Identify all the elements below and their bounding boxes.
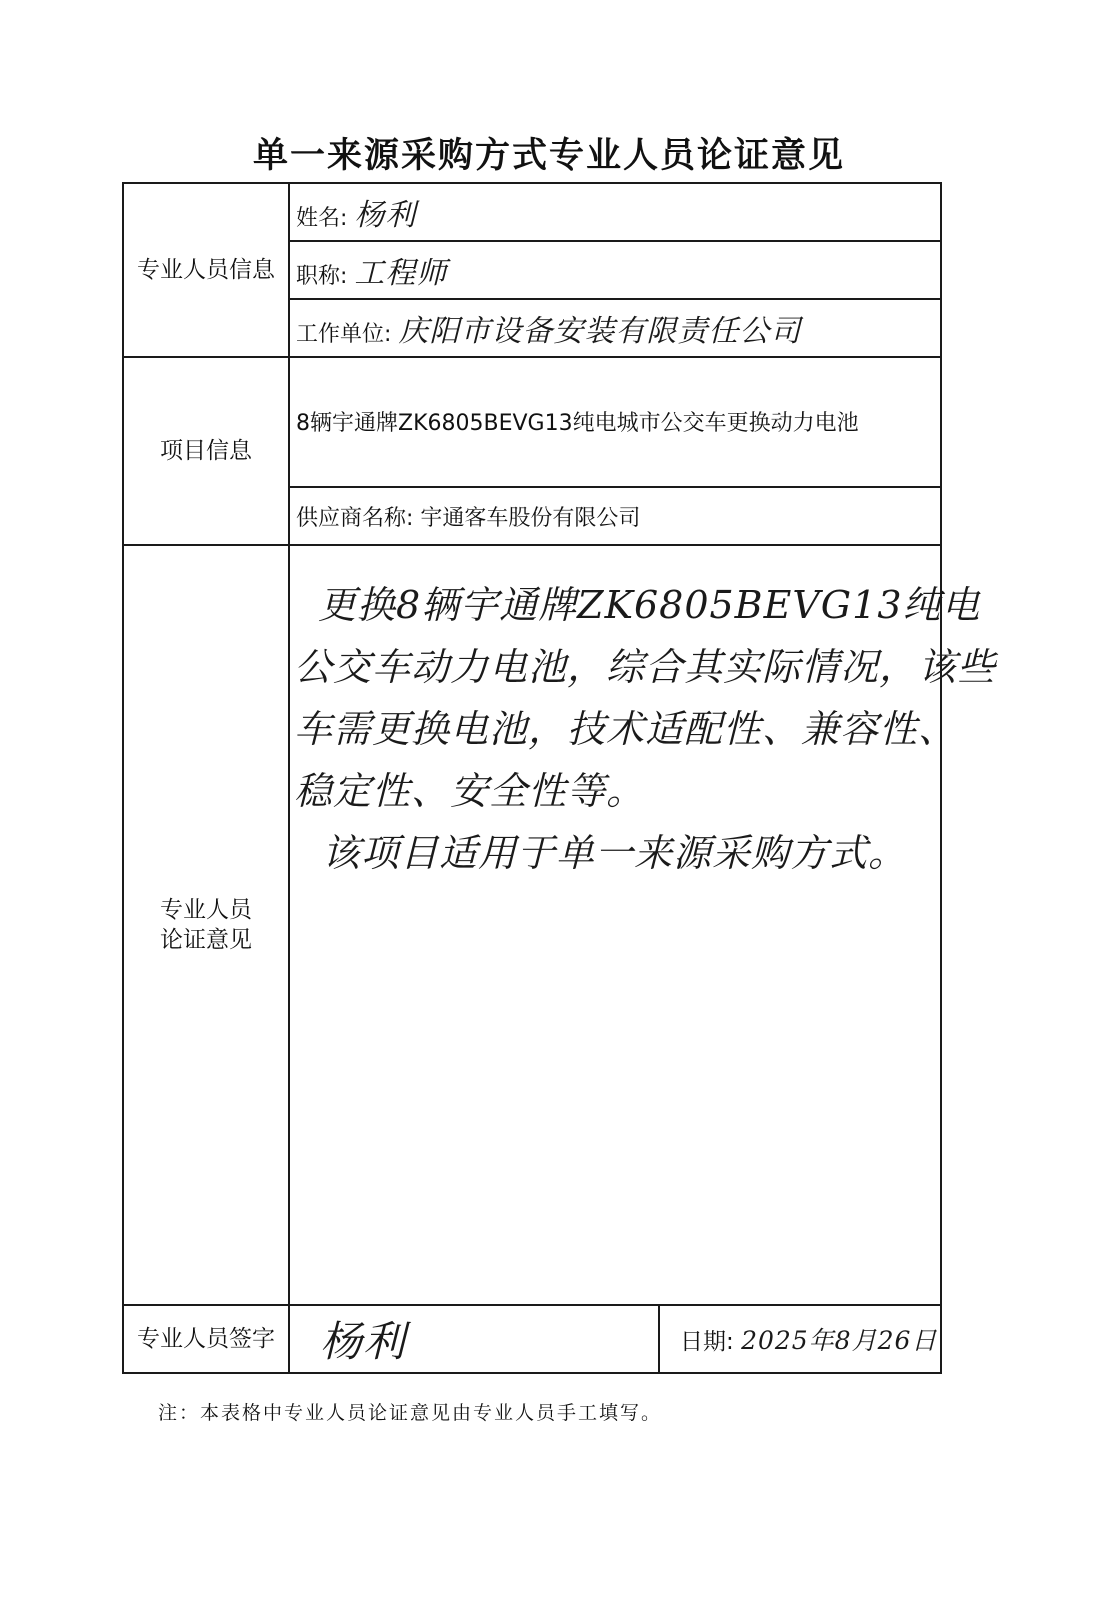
- signature-field: [289, 1305, 659, 1373]
- document-title: 单一来源采购方式专业人员论证意见: [252, 135, 845, 176]
- opinion-line: 该项目适用于单一来源采购方式。: [322, 831, 908, 875]
- footnote: 注：本表格中专业人员论证意见由专业人员手工填写。: [158, 1402, 663, 1424]
- opinion-text: [294, 574, 997, 884]
- opinion-line: 车需更换电池，技术适配性、兼容性、: [294, 707, 958, 751]
- name-label: 姓名:: [296, 206, 348, 231]
- project-name: 8辆宇通牌ZK6805BEVG13纯电城市公交车更换动力电池: [289, 357, 941, 487]
- date-value: 2025年8月26日: [741, 1326, 938, 1355]
- opinion-label-line2: 论证意见: [160, 927, 252, 953]
- date-label: 日期:: [680, 1329, 734, 1355]
- opinion-line: 更换8辆宇通牌ZK6805BEVG13纯电: [318, 583, 981, 627]
- supplier-value: 宇通客车股份有限公司: [420, 505, 641, 531]
- opinion-line: 公交车动力电池，综合其实际情况，该些: [294, 645, 997, 689]
- opinion-body: [289, 545, 997, 1305]
- employer-field: [289, 299, 941, 357]
- position-field: [289, 241, 941, 299]
- opinion-line: 稳定性、安全性等。: [294, 769, 646, 813]
- opinion-form: [122, 182, 997, 1374]
- position-value: 工程师: [354, 256, 448, 291]
- employer-label: 工作单位:: [296, 322, 392, 347]
- expert-info-label: 专业人员信息: [123, 183, 289, 357]
- signature-value: 杨利: [320, 1317, 407, 1366]
- name-value: 杨利: [354, 198, 417, 233]
- date-field: [659, 1305, 941, 1373]
- supplier-label: 供应商名称:: [296, 505, 414, 531]
- opinion-label-line1: 专业人员: [160, 897, 252, 923]
- name-field: [289, 183, 941, 241]
- position-label: 职称:: [296, 264, 348, 289]
- project-info-label: 项目信息: [123, 357, 289, 545]
- opinion-label: [123, 545, 289, 1305]
- supplier-field: [289, 487, 941, 545]
- employer-value: 庆阳市设备安装有限责任公司: [398, 314, 802, 349]
- signature-label: 专业人员签字: [123, 1305, 289, 1373]
